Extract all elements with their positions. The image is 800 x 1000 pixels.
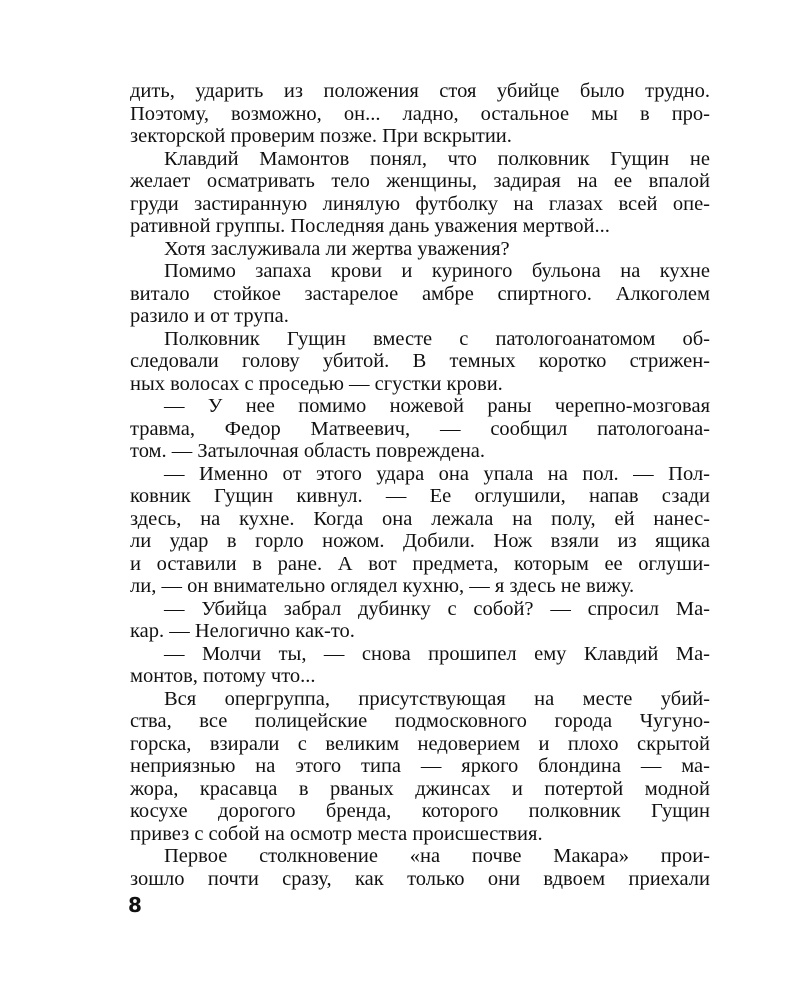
text-line: косухе дорогого бренда, которого полковник Гущин <box>130 800 710 822</box>
text-line: ковник Гущин кивнул. — Ее оглушили, напав сзади <box>130 485 710 507</box>
text-line: следовали голову убитой. В темных коротко стрижен- <box>130 350 710 372</box>
text-line: зекторской проверим позже. При вскрытии. <box>130 125 512 147</box>
text-line: ства, все полицейские подмосковного города Чугуно- <box>130 710 710 732</box>
text-line: ли, — он внимательно оглядел кухню, — я здесь не вижу. <box>130 575 635 597</box>
text-line: ных волосах с проседью — сгустки крови. <box>130 372 503 395</box>
text-line: привез с собой на осмотр места происшествия. <box>130 822 543 845</box>
text-line: — Молчи ты, — снова прошипел ему Клавдий Ма- <box>164 642 710 665</box>
text-line: монтов, потому что... <box>130 665 316 687</box>
text-line: и оставили в ране. А вот предмета, которым ее оглуши- <box>130 552 710 575</box>
text-line: том. — Затылочная область повреждена. <box>130 440 486 462</box>
text-line: — Именно от этого удара она упала на пол. — Пол- <box>164 462 710 485</box>
text-line: неприязнью на этого типа — яркого блондина — ма- <box>130 755 710 777</box>
text-line: — У нее помимо ножевой раны черепно-мозговая <box>164 395 710 417</box>
text-line: жора, красавца в рваных джинсах и потертой модной <box>130 777 710 800</box>
text-line: Первое столкновение «на почве Макара» прои- <box>164 845 710 867</box>
text-line: — Убийца забрал дубинку с собой? — спросил Ма- <box>164 597 710 620</box>
text-line: кар. — Нелогично как-то. <box>130 620 355 642</box>
text-line: желает осматривать тело женщины, задирая на ее впалой <box>130 170 710 192</box>
text-line: зошло почти сразу, как только они вдвоем приехали <box>130 867 710 890</box>
text-line: Клавдий Мамонтов понял, что полковник Гущин не <box>164 147 710 170</box>
text-line: витало стойкое застарелое амбре спиртного. Алкоголем <box>130 282 710 305</box>
text-line: ративной группы. Последняя дань уважения мертвой... <box>130 215 610 237</box>
text-line: груди застиранную линялую футболку на глазах всей опе- <box>130 192 710 215</box>
text-line: Помимо запаха крови и куриного бульона на кухне <box>164 260 710 282</box>
text-line: здесь, на кухне. Когда она лежала на полу, ей нанес- <box>130 507 710 530</box>
text-line: Поэтому, возможно, он... ладно, остальное мы в про- <box>130 102 710 125</box>
page-number: 8 <box>128 893 142 917</box>
text-line: Полковник Гущин вместе с патологоанатомом об- <box>164 327 710 350</box>
body-text <box>130 80 710 890</box>
text-line: Вся опергруппа, присутствующая на месте убий- <box>164 687 710 710</box>
text-line: травма, Федор Матвеевич, — сообщил патологоана- <box>130 417 710 440</box>
text-line: ли удар в горло ножом. Добили. Нож взяли из ящика <box>130 530 710 552</box>
text-line: горска, взирали с великим недоверием и плохо скрытой <box>130 732 710 755</box>
text-line: дить, ударить из положения стоя убийце было трудно. <box>130 80 710 102</box>
text-line: Хотя заслуживала ли жертва уважения? <box>164 237 510 260</box>
text-line: разило и от трупа. <box>130 305 289 327</box>
